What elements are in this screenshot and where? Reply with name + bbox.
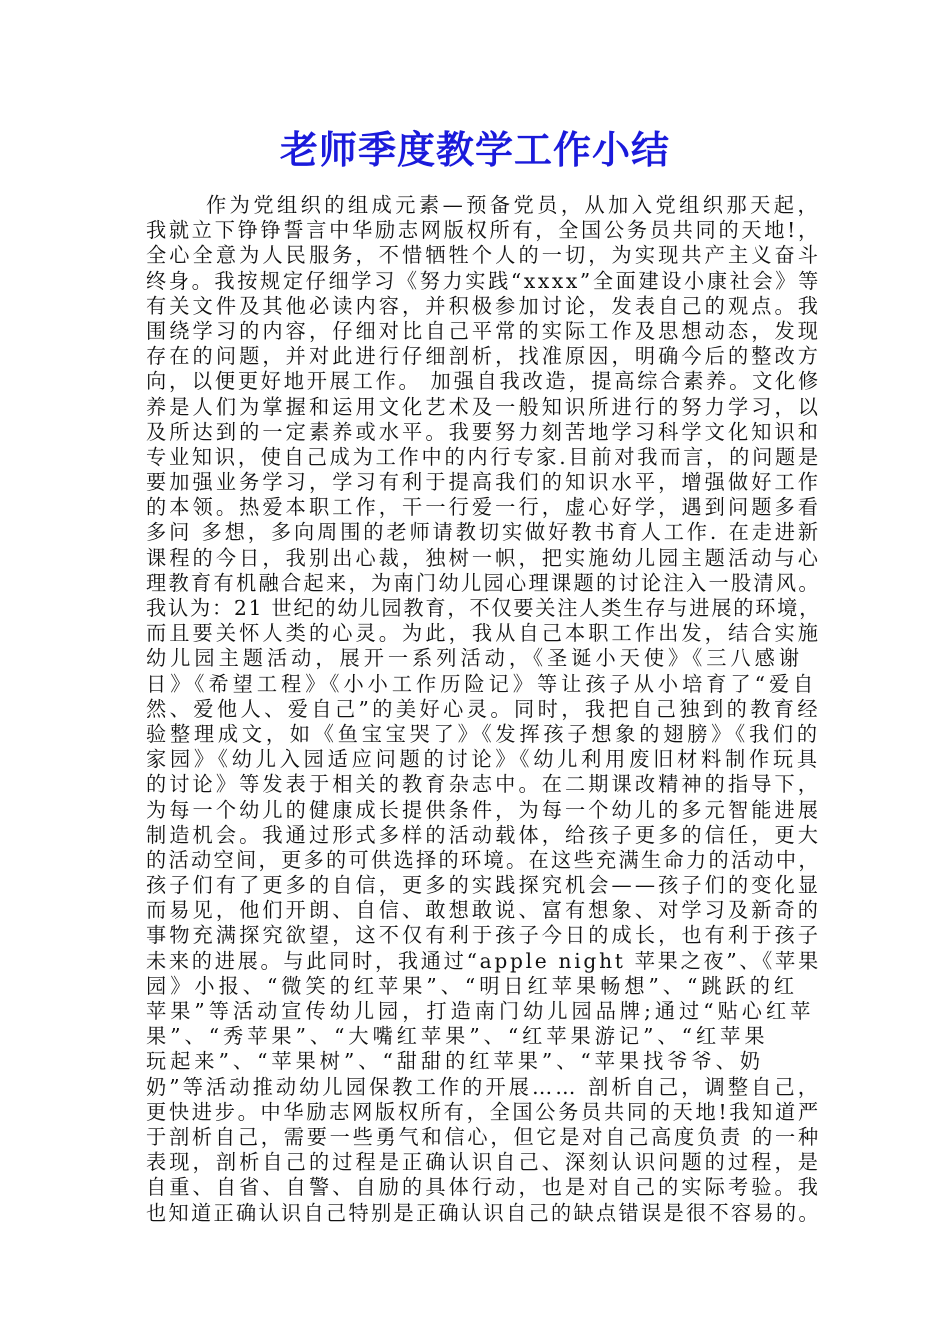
paragraph-line: 专业知识，使自己成为工作中的内行专家.目前对我而言，的问题是: [146, 444, 821, 469]
paragraph-line: 的活动空间，更多的可供选择的环境。在这些充满生命力的活动中，: [146, 847, 821, 872]
paragraph-line: 向，以便更好地开展工作。 加强自我改造，提高综合素养。文化修: [146, 369, 821, 394]
paragraph-line: 有关文件及其他必读内容，并积极参加讨论，发表自己的观点。我: [146, 293, 822, 318]
paragraph-line: 事物充满探究欲望，这不仅有利于孩子今日的成长，也有利于孩子: [146, 923, 822, 948]
paragraph-line: 幼儿园主题活动，展开一系列活动，《圣诞小天使》《三八感谢: [146, 646, 804, 671]
paragraph-line: 家园》《幼儿入园适应问题的讨论》《幼儿利用废旧材料制作玩具: [146, 747, 821, 772]
paragraph-line: 课程的今日，我别出心裁，独树一帜，把实施幼儿园主题活动与心: [146, 545, 822, 570]
paragraph-line: 于剖析自己，需要一些勇气和信心，但它是对自己高度负责 的一种: [146, 1124, 821, 1149]
paragraph-line: 玩起来”、“苹果树”、“甜甜的红苹果”、“苹果找爷爷、奶: [146, 1049, 765, 1074]
paragraph-line: 养是人们为掌握和运用文化艺术及一般知识所进行的努力学习，以: [146, 394, 822, 419]
paragraph-line: 的讨论》等发表于相关的教育杂志中。在二期课改精神的指导下，: [146, 772, 822, 797]
paragraph-line: 而且要关怀人类的心灵。为此，我从自己本职工作出发，结合实施: [146, 621, 822, 646]
paragraph-line: 我就立下铮铮誓言中华励志网版权所有，全国公务员共同的天地!，: [146, 218, 821, 243]
paragraph-line: 验整理成文，如《鱼宝宝哭了》《发挥孩子想象的翅膀》《我们的: [146, 721, 821, 746]
document-title: 老师季度教学工作小结: [279, 128, 670, 172]
paragraph-line: 及所达到的一定素养或水平。我要努力刻苦地学习科学文化知识和: [146, 419, 822, 444]
paragraph-line: 也知道正确认识自己特别是正确认识自己的缺点错误是很不容易的。: [146, 1200, 821, 1225]
paragraph-line: 为每一个幼儿的健康成长提供条件，为每一个幼儿的多元智能进展: [146, 797, 822, 822]
paragraph-line: 理教育有机融合起来，为南门幼儿园心理课题的讨论注入一股清风。: [146, 570, 821, 595]
paragraph-line: 奶”等活动推动幼儿园保教工作的开展…… 剖析自己，调整自己，: [146, 1074, 821, 1099]
paragraph-line: 的本领。热爱本职工作，干一行爱一行，虚心好学，遇到问题多看: [146, 495, 822, 520]
paragraph-line: 果”、“秀苹果”、“大嘴红苹果”、“红苹果游记”、“红苹果: [146, 1024, 769, 1049]
paragraph-line: 作为党组织的组成元素—预备党员，从加入党组织那天起，: [206, 193, 822, 217]
document-body: [146, 193, 821, 1226]
paragraph-line: 未来的进展。与此同时，我通过“apple night 苹果之夜”、《苹果: [146, 948, 821, 973]
paragraph-line: 要加强业务学习，学习有利于提高我们的知识水平，增强做好工作: [146, 470, 822, 495]
paragraph-line: 全心全意为人民服务，不惜牺牲个人的一切，为实现共产主义奋斗: [146, 243, 822, 268]
paragraph-line: 存在的问题，并对此进行仔细剖析，找准原因，明确今后的整改方: [146, 344, 822, 369]
paragraph-line: 孩子们有了更多的自信，更多的实践探究机会——孩子们的变化显: [146, 873, 822, 898]
paragraph-line: 我认为：21 世纪的幼儿园教育，不仅要关注人类生存与进展的环境，: [146, 596, 822, 620]
paragraph-line: 更快进步。中华励志网版权所有，全国公务员共同的天地!我知道严: [146, 1099, 821, 1124]
paragraph-line: 终身。我按规定仔细学习《努力实践“xxxx”全面建设小康社会》等: [146, 268, 821, 293]
paragraph-line: 表现，剖析自己的过程是正确认识自己、深刻认识问题的过程，是: [146, 1150, 822, 1175]
paragraph-line: 而易见，他们开朗、自信、敢想敢说、富有想象、对学习及新奇的: [146, 898, 822, 923]
paragraph-line: 日》《希望工程》《小小工作历险记》等让孩子从小培育了“爱自: [146, 671, 818, 696]
paragraph-line: 园》小报、“微笑的红苹果”、“明日红苹果畅想”、“跳跃的红: [146, 973, 799, 998]
paragraph-line: 多问 多想，多向周围的老师请教切实做好教书育人工作. 在走进新: [146, 520, 822, 545]
paragraph-line: 然、爱他人、爱自己”的美好心灵。同时，我把自己独到的教育经: [146, 696, 822, 721]
paragraph-line: 自重、自省、自警、自励的具体行动，也是对自己的实际考验。我: [146, 1175, 822, 1200]
paragraph-line: 围绕学习的内容，仔细对比自己平常的实际工作及思想动态，发现: [146, 318, 822, 343]
paragraph-line: 制造机会。我通过形式多样的活动载体，给孩子更多的信任，更大: [146, 822, 822, 847]
paragraph-line: 苹果”等活动宣传幼儿园，打造南门幼儿园品牌;通过“贴心红苹: [146, 999, 815, 1023]
